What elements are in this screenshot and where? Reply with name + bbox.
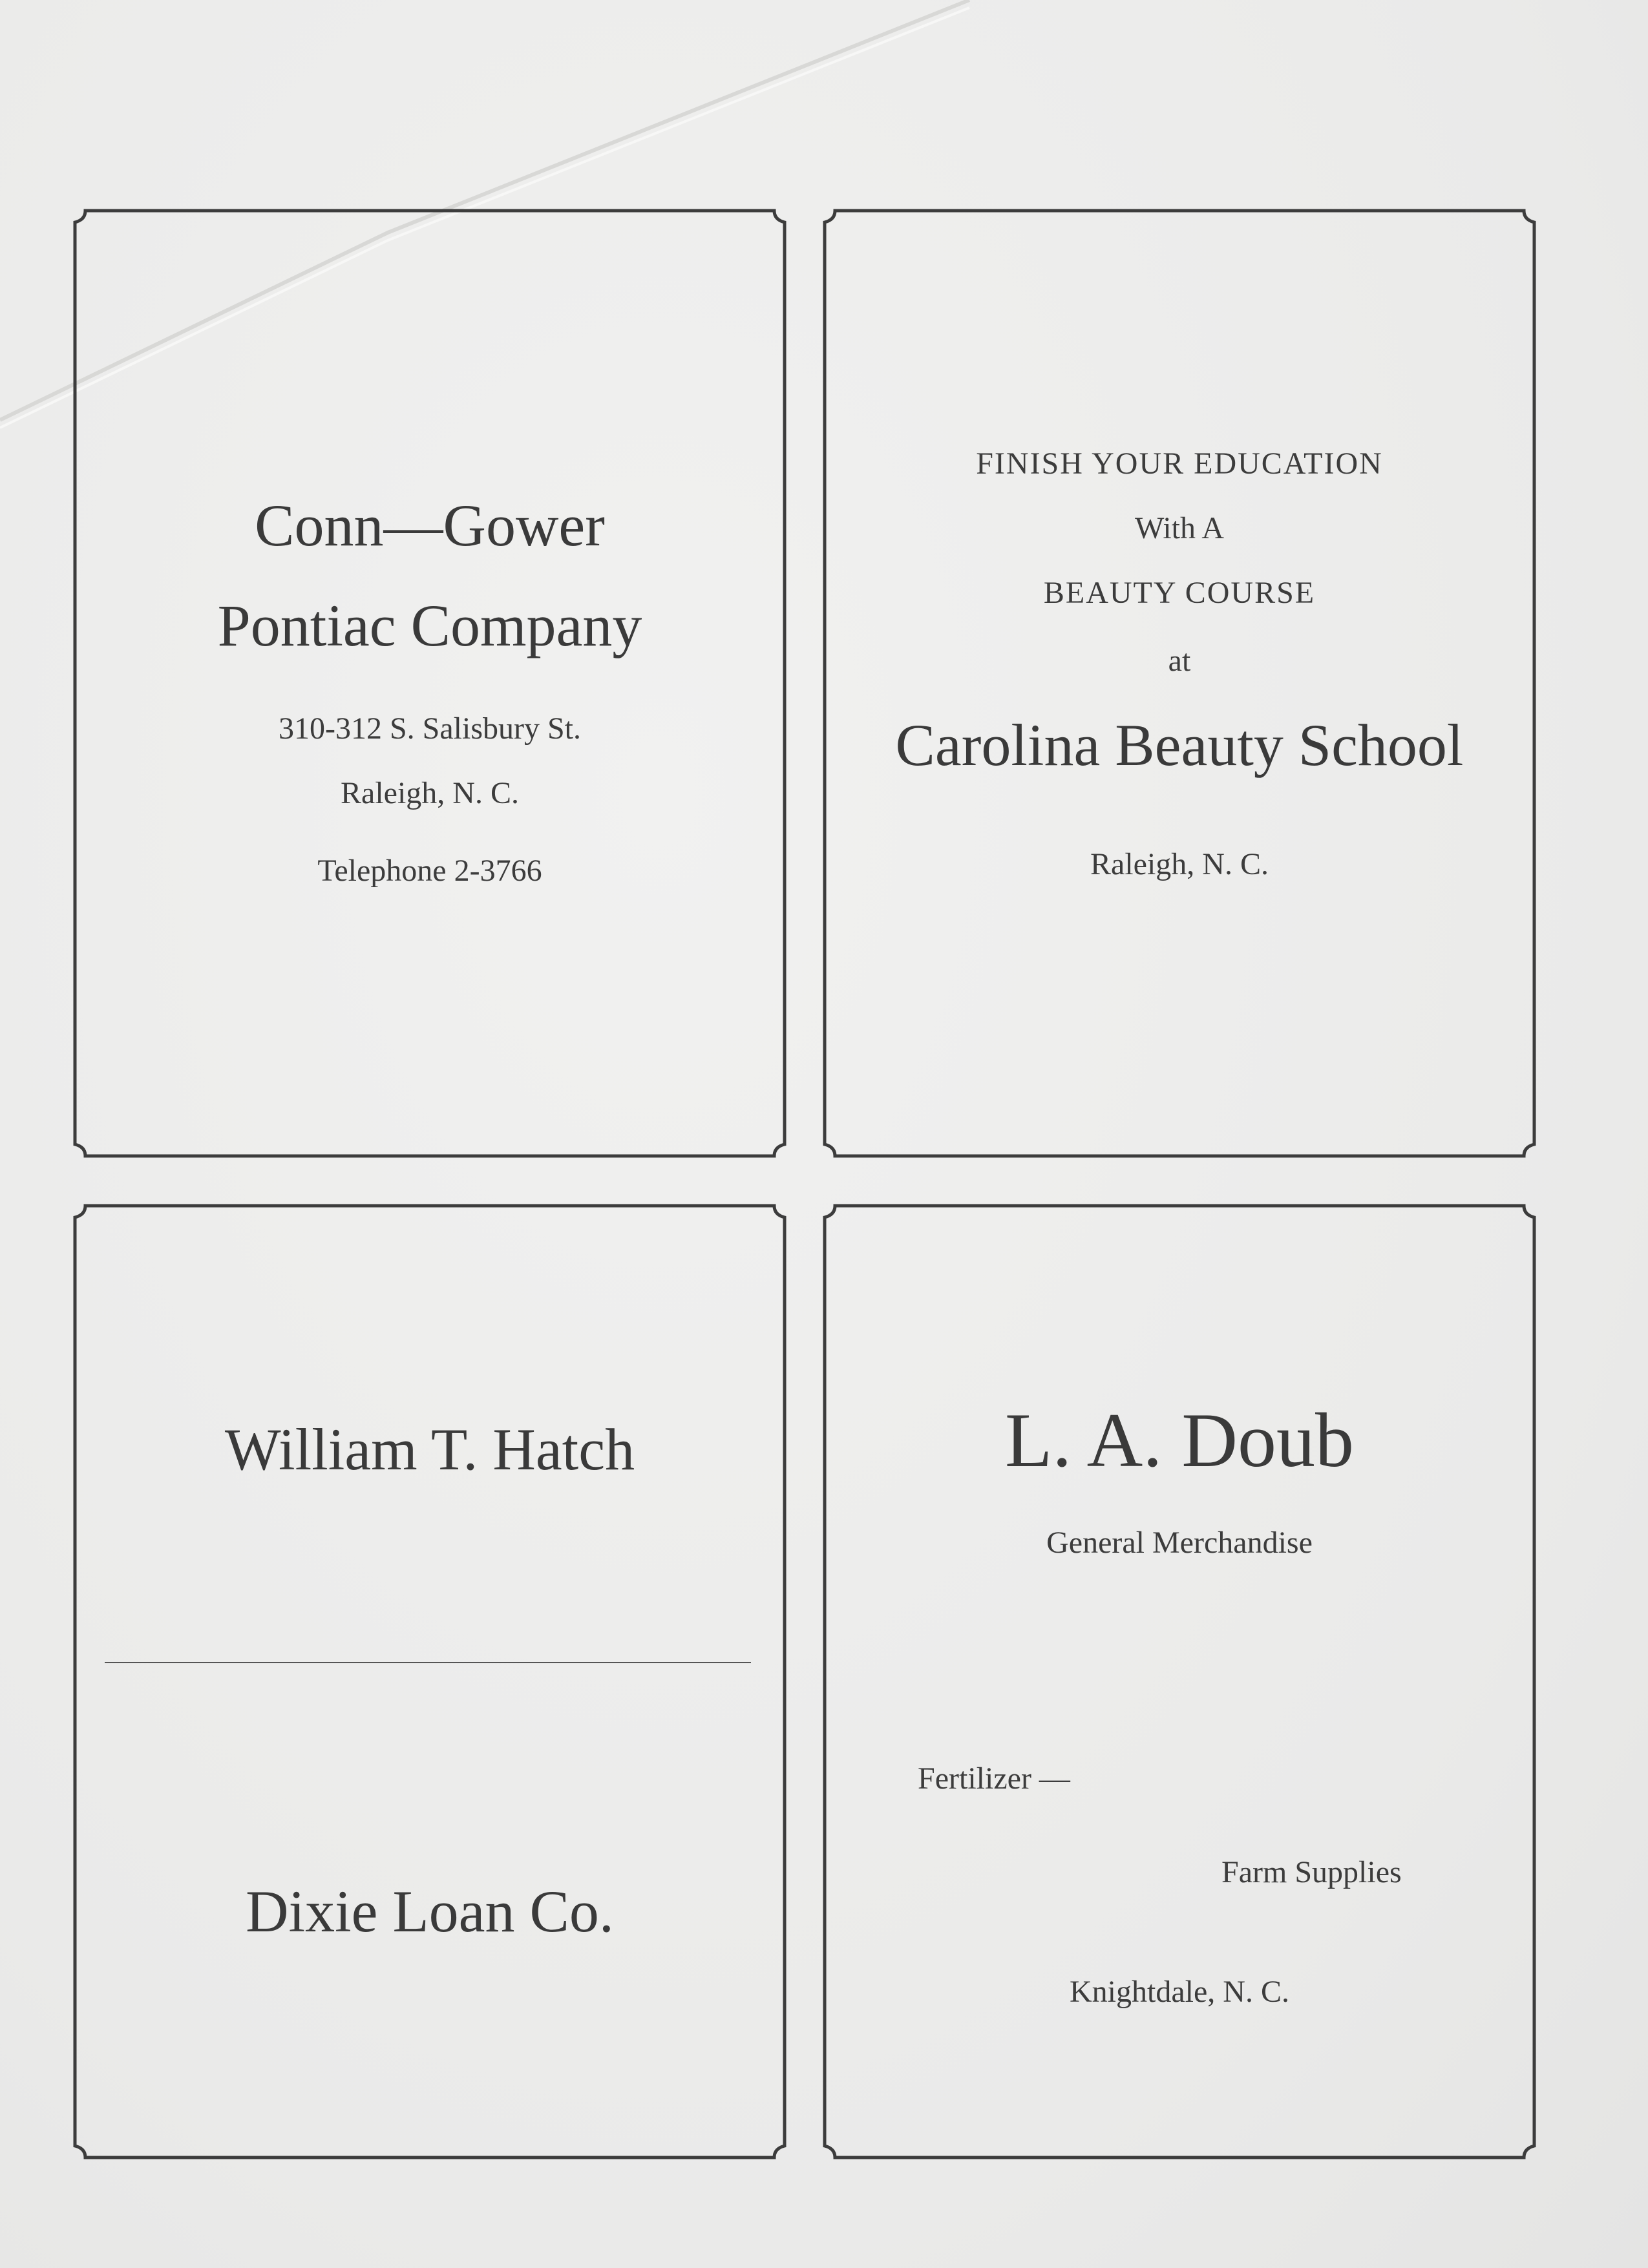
headline-line2: With A xyxy=(1134,511,1225,545)
city-state: Knightdale, N. C. xyxy=(1070,1975,1289,2009)
ad-border xyxy=(821,1202,1538,2161)
farm-supplies: Farm Supplies xyxy=(1221,1855,1402,1889)
street-address: 310-312 S. Salisbury St. xyxy=(278,711,582,746)
fertilizer: Fertilizer — xyxy=(918,1761,1070,1796)
company-name-line2: Pontiac Company xyxy=(217,593,642,658)
ad-border xyxy=(71,1202,788,2161)
company-name-line1: Conn—Gower xyxy=(255,492,605,558)
general-merchandise: General Merchandise xyxy=(1046,1526,1313,1560)
ad-carolina-beauty-school xyxy=(821,207,1538,1160)
ad-conn-gower-pontiac xyxy=(71,207,788,1160)
ad-border xyxy=(71,207,788,1160)
name-dixie-loan-co: Dixie Loan Co. xyxy=(246,1878,614,1944)
telephone: Telephone 2-3766 xyxy=(317,854,542,888)
headline-line4: at xyxy=(1168,644,1191,678)
headline-line1: FINISH YOUR EDUCATION xyxy=(976,446,1383,481)
merchant-name: L. A. Doub xyxy=(1005,1397,1354,1483)
city-state: Raleigh, N. C. xyxy=(341,776,519,810)
divider-rule xyxy=(105,1662,751,1663)
name-william-t-hatch: William T. Hatch xyxy=(224,1416,635,1482)
city-state: Raleigh, N. C. xyxy=(1090,847,1269,881)
headline-line3: BEAUTY COURSE xyxy=(1043,576,1316,610)
school-name: Carolina Beauty School xyxy=(895,712,1464,778)
ad-hatch-dixie-loan xyxy=(71,1202,788,2161)
ad-la-doub xyxy=(821,1202,1538,2161)
ad-border xyxy=(821,207,1538,1160)
